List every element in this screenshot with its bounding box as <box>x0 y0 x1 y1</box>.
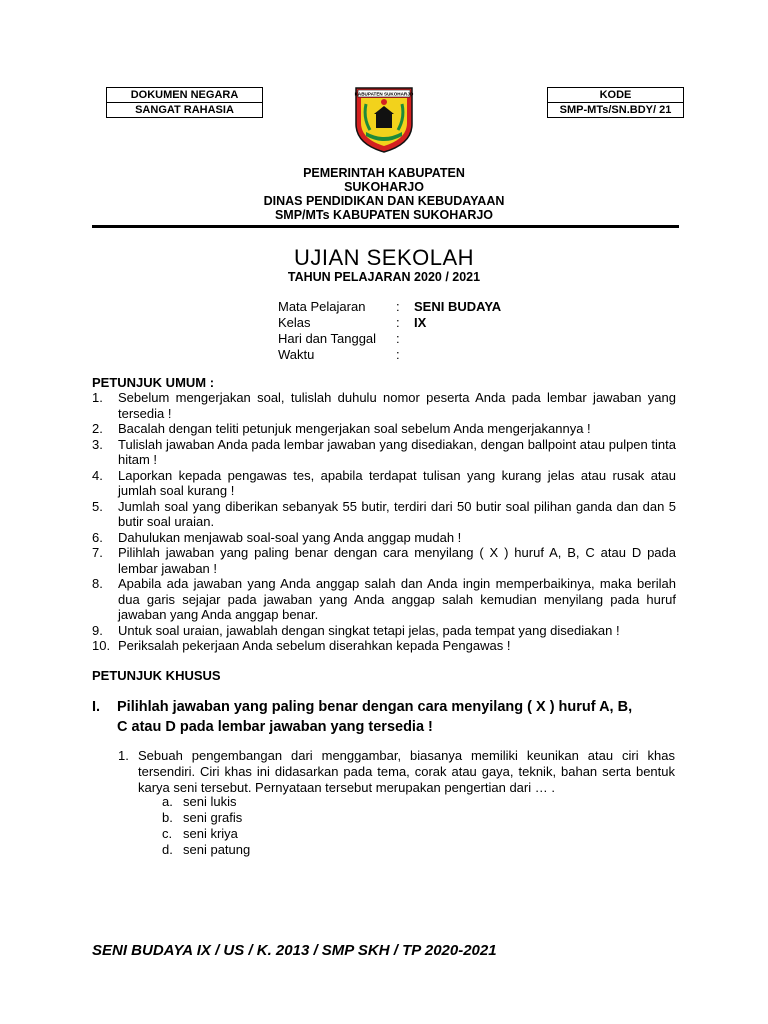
question-text: Sebuah pengembangan dari menggambar, biasanya memiliki keunikan atau ciri khas tersendiri. Ciri khas ini didasarkan pada tema, corak atau gaya, teknik, bahan serta bentuk karya seni tersebut. Pernyataan tersebut merupakan pengertian dari … . <box>138 748 675 795</box>
page-footer: SENI BUDAYA IX / US / K. 2013 / SMP SKH / TP 2020-2021 <box>92 942 497 959</box>
instruction-text: Untuk soal uraian, jawablah dengan singkat tetapi jelas, pada tempat yang disediakan ! <box>118 622 620 638</box>
question-1 <box>118 748 675 795</box>
instruction-item <box>92 638 676 654</box>
general-instructions-heading: PETUNJUK UMUM : <box>92 375 215 390</box>
exam-info <box>278 299 578 363</box>
header-line-2: SUKOHARJO <box>344 180 424 194</box>
code-box <box>547 87 684 118</box>
instruction-item <box>92 545 676 576</box>
code-label: KODE <box>599 89 632 101</box>
info-row-time <box>278 347 578 363</box>
section-line-2: C atau D pada lembar jawaban yang tersedia ! <box>117 719 433 735</box>
instruction-number: 1. <box>92 390 103 405</box>
instruction-number: 5. <box>92 498 103 514</box>
section-number: I. <box>92 699 101 715</box>
info-colon: : <box>396 299 400 314</box>
instruction-text: Laporkan kepada pengawas tes, apabila terdapat tulisan yang kurang jelas atau rusak atau jumlah soal kurang ! <box>118 467 676 498</box>
classification-line-1: DOKUMEN NEGARA <box>130 89 239 101</box>
sukoharjo-emblem-logo <box>352 84 416 154</box>
instruction-text: Periksalah pekerjaan Anda sebelum diserahkan kepada Pengawas ! <box>118 638 511 653</box>
code-value: SMP-MTs/SN.BDY/ 21 <box>548 102 683 117</box>
option-d <box>162 842 362 858</box>
info-label: Hari dan Tanggal <box>278 331 377 346</box>
instruction-number: 6. <box>92 529 103 545</box>
instruction-text: Apabila ada jawaban yang Anda anggap salah dan Anda ingin memperbaikinya, maka berilah dua garis sejajar pada jawaban yang Anda anggap salah kemudian menyilang pada huruf jawaban yang Anda anggap benar. <box>118 576 676 622</box>
info-row-class <box>278 315 578 331</box>
section-line-1: Pilihlah jawaban yang paling benar dengan cara menyilang ( X ) huruf A, B, <box>117 699 633 715</box>
logo-text: KABUPATEN SUKOHARJO <box>354 91 414 97</box>
instruction-item <box>92 576 676 623</box>
info-colon: : <box>396 347 400 362</box>
instruction-item <box>92 623 676 639</box>
info-label: Waktu <box>278 347 315 362</box>
instruction-text: Sebelum mengerjakan soal, tulislah duhulu nomor peserta Anda pada lembar jawaban yang tersedia ! <box>118 390 676 421</box>
info-row-subject <box>278 299 578 315</box>
option-text: seni kriya <box>183 826 238 841</box>
document-classification-box <box>106 87 263 118</box>
header-line-3: DINAS PENDIDIKAN DAN KEBUDAYAAN <box>263 194 505 208</box>
option-letter: c. <box>162 826 173 841</box>
instruction-number: 2. <box>92 421 103 436</box>
header-line-4: SMP/MTs KABUPATEN SUKOHARJO <box>274 208 494 222</box>
option-b <box>162 810 362 826</box>
option-text: seni grafis <box>183 810 243 825</box>
info-label: Kelas <box>278 315 311 330</box>
academic-year: TAHUN PELAJARAN 2020 / 2021 <box>287 270 481 284</box>
instruction-text: Bacalah dengan teliti petunjuk mengerjakan soal sebelum Anda mengerjakannya ! <box>118 421 591 436</box>
option-letter: a. <box>162 794 173 809</box>
instruction-number: 8. <box>92 576 103 591</box>
info-label: Mata Pelajaran <box>278 299 366 314</box>
info-colon: : <box>396 331 400 346</box>
option-text: seni lukis <box>183 794 237 809</box>
option-letter: d. <box>162 842 173 857</box>
instruction-item <box>92 499 676 530</box>
instruction-text: Jumlah soal yang diberikan sebanyak 55 butir, terdiri dari 50 butir soal pilihan ganda dan dan 5 butir soal uraian. <box>118 498 676 529</box>
classification-line-2: SANGAT RAHASIA <box>107 102 262 117</box>
instruction-number: 9. <box>92 622 103 638</box>
option-letter: b. <box>162 810 173 825</box>
info-value: SENI BUDAYA <box>414 299 502 314</box>
instruction-text: Pilihlah jawaban yang paling benar dengan cara menyilang ( X ) huruf A, B, C atau D pada lembar jawaban ! <box>118 545 676 576</box>
exam-title: UJIAN SEKOLAH <box>293 245 475 270</box>
instruction-item <box>92 530 676 546</box>
header-line-1: PEMERINTAH KABUPATEN <box>303 166 465 180</box>
option-c <box>162 826 362 842</box>
section-instruction <box>92 697 682 737</box>
answer-options <box>162 794 362 858</box>
info-colon: : <box>396 315 400 330</box>
instruction-text: Dahulukan menjawab soal-soal yang Anda anggap mudah ! <box>118 529 462 545</box>
instruction-item <box>92 390 676 421</box>
government-header <box>200 166 568 222</box>
option-a <box>162 794 362 810</box>
header-divider <box>92 225 679 228</box>
instruction-item <box>92 468 676 499</box>
info-row-date <box>278 331 578 347</box>
special-instructions-heading: PETUNJUK KHUSUS <box>92 668 221 683</box>
instruction-text: Tulislah jawaban Anda pada lembar jawaban yang disediakan, dengan ballpoint atau pulpen tinta hitam ! <box>118 436 676 467</box>
general-instructions-list <box>92 390 676 654</box>
instruction-number: 4. <box>92 467 103 483</box>
info-value: IX <box>414 315 427 330</box>
question-number: 1. <box>118 748 129 763</box>
instruction-number: 7. <box>92 545 103 560</box>
option-text: seni patung <box>183 842 251 857</box>
instruction-number: 3. <box>92 436 103 452</box>
instruction-number: 10. <box>92 638 111 653</box>
instruction-item <box>92 437 676 468</box>
instruction-item <box>92 421 676 437</box>
